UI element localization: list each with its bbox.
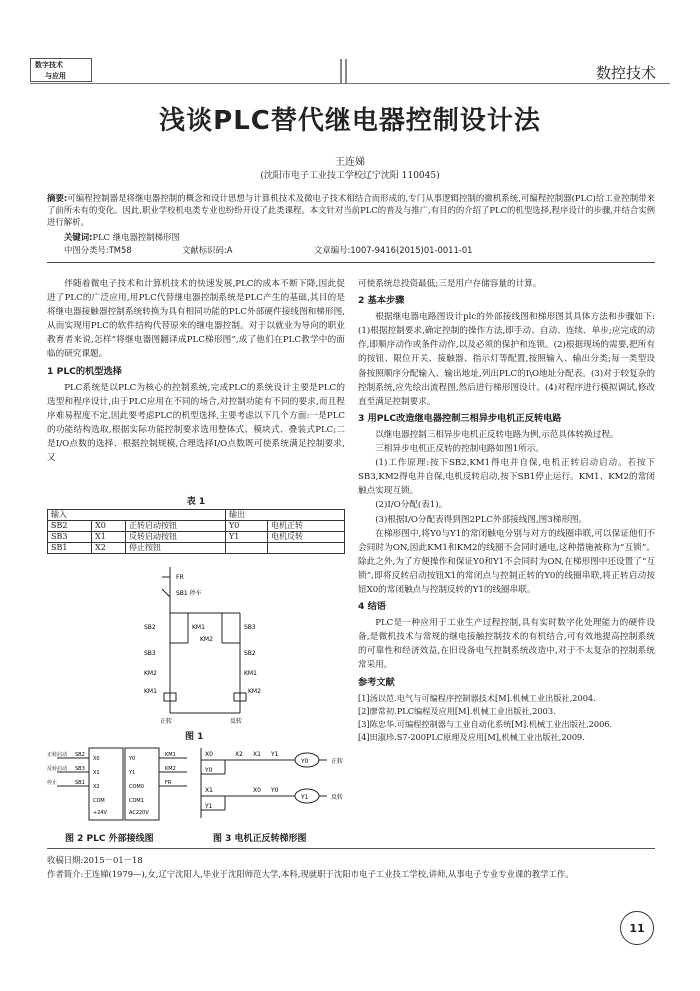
fig1-label: KM1 <box>192 624 205 631</box>
clc-number: 中图分类号:TM58 <box>64 245 132 255</box>
reference-item: [4]田淑珍.S7-200PLC原理及应用[M],机械工业出版社,2009. <box>358 731 585 742</box>
section-1-text: PLC系统是以PLC为核心的控制系统,完成PLC的系统设计主要是PLC的选型和程序设计,由于PLC应用在不同的场合,对控制功能有不同的要求,而且程序难易程度不定,因此要考虑PLC的机型选择,主要考虑以下几个方面:一是PLC的功能结构选取,根据实际功能控制要求选用整体式、模块式、叠装式PLC;二是I/O点数的选择、根据控制规模,合理选择I/O点数既可使系统满足控制要求,又 <box>47 382 345 464</box>
references-title: 参考文献 <box>358 676 395 688</box>
abstract <box>47 192 655 228</box>
figure-3-caption: 图 3 电机正反转梯形图 <box>213 834 307 844</box>
section-3-title: 3 用PLC改造继电器控制三相异步电机正反转电路 <box>358 412 562 424</box>
left-column <box>47 277 345 465</box>
fig2-label: 反转启动 <box>47 766 68 772</box>
reference-item: [2]廖常初.PLC编程及应用[M].机械工业出版社,2003. <box>358 705 556 716</box>
page-number: 11 <box>629 922 645 935</box>
fig1-label: KM1 <box>144 688 157 695</box>
logo-line1: 数字技术 <box>35 60 63 69</box>
fig2-label: AC220V <box>129 810 149 816</box>
table-cell: Y0 <box>226 521 268 532</box>
received-date: 收稿日期:2015－01－18 <box>47 855 143 865</box>
section-3-paragraph: (2)I/O分配(表1)。 <box>375 500 448 511</box>
figure-1-caption: 图 1 <box>185 732 204 742</box>
fig2-label: 正转启动 <box>47 752 68 758</box>
figure-3-ladder-diagram <box>195 744 355 826</box>
table-cell <box>268 543 345 554</box>
fig3-label: Y0 <box>271 787 279 794</box>
fig3-label: 正转 <box>331 758 344 765</box>
author: 王连娣 <box>335 157 365 168</box>
fig1-label: KM2 <box>144 670 157 677</box>
figure-2-caption: 图 2 PLC 外部接线图 <box>65 834 154 844</box>
section-3-intro: 以继电器控制三相异步电机正反转电路为例,示范具体转换过程。 <box>375 429 619 440</box>
reference-item: [3]陈忠华.可编程控制器与工业自动化系统[M].机械工业出版社,2006. <box>358 718 613 729</box>
fig2-label: FR <box>165 780 172 786</box>
abstract-label: 摘要: <box>47 193 68 203</box>
fig2-label: COM1 <box>129 798 144 804</box>
bio-text: 王连娣(1979—),女,辽宁沈阳人,毕业于沈阳师范大学,本科,现就职于沈阳市电子工业技工学校,讲师,从事电子专业专业课的教学工作。 <box>83 869 574 879</box>
fig2-label: Y1 <box>129 770 136 776</box>
fig1-label: SB2 <box>244 650 256 657</box>
fig2-label: +24V <box>93 810 107 816</box>
author-bio <box>47 868 655 881</box>
fig3-label: Y0 <box>301 758 309 765</box>
fig3-label: Y1 <box>205 803 213 810</box>
fig2-label: X2 <box>93 784 100 790</box>
table-1-caption: 表 1 <box>186 497 206 507</box>
fig2-label: COM <box>93 798 105 804</box>
fig3-label: Y0 <box>205 767 213 774</box>
table-cell: 反转启动按钮 <box>126 532 226 543</box>
fig1-label: KM2 <box>248 688 261 695</box>
table-cell: SB1 <box>48 543 92 554</box>
fig2-label: X1 <box>93 770 100 776</box>
keywords-label: 关键词: <box>64 232 93 242</box>
meta-rule <box>47 262 655 263</box>
abstract-text: 可编程控制器是将继电器控制的概念和设计思想与计算机技术及微电子技术相结合而形成的,专门从事逻辑控制的微机系统,可编程控制器(PLC)给工业控制带来了前所未有的变化。因此,职业学校机电类专业也纷纷开设了此类课程。本文针对当前PLC的普及与推广,有目的的介绍了PLC的机型选择,程序设计的步骤,并结合实例进行解析。 <box>47 193 655 227</box>
table-cell: X2 <box>92 543 126 554</box>
section-3-paragraph: 三相异步电机正反转的控制电路如图1所示。 <box>375 444 544 455</box>
section-2-title: 2 基本步骤 <box>358 295 405 307</box>
fig2-label: Y0 <box>129 756 136 762</box>
fig3-label: 反转 <box>331 794 344 801</box>
table-cell: 正转启动按钮 <box>126 521 226 532</box>
doc-code: 文献标识码:A <box>182 245 233 255</box>
section-3-paragraph: 在梯形图中,将Y0与Y1的常闭触电分别与对方的线圈串联,可以保证他们不会同时为ON,因此KM1和KM2的线圈不会同时通电,这种措施被称为“互锁”。除此之外,为了方便操作和保证Y0和Y1不会同时为ON,在梯形图中还设置了“互锁”,即将反转启动按钮X1的常闭点与控制正转的Y0的线圈串联,将正转启动按钮X0的常闭触点与控制反转的Y1的线圈串联。 <box>358 528 655 595</box>
affiliation: (沈阳市电子工业技工学校辽宁沈阳 110045) <box>260 171 440 181</box>
section-4-text: PLC是一种应用于工业生产过程控制,具有实时数字化处理能力的硬件设备,是微机技术与常规的继电接触控制技术的有机结合,可有效地提高控制系统的可靠性和经济效益,在旧设备电气控制系统改造中,对于不太复杂的控制系统常采用。 <box>358 618 655 671</box>
fig3-label: Y1 <box>301 794 309 801</box>
table-row <box>48 521 345 532</box>
table-cell: 电机正转 <box>268 521 345 532</box>
table-cell: SB3 <box>48 532 92 543</box>
page-number-badge <box>620 911 654 945</box>
fig2-label: X0 <box>93 756 100 762</box>
figure-2-plc-wiring <box>47 744 195 826</box>
fig1-label: SB3 <box>144 650 156 657</box>
journal-logo <box>30 58 92 82</box>
table-head-input: 输入 <box>48 510 226 521</box>
fig1-label: SB2 <box>144 624 156 631</box>
fig2-label: SB1 <box>75 780 85 786</box>
fig3-label: X1 <box>205 787 213 794</box>
footer-rule <box>47 848 655 849</box>
section-title: 数控技术 <box>595 64 656 82</box>
reference-item: [1]汤以范.电气与可编程序控制器技术[M].机械工业出版社,2004. <box>358 692 596 703</box>
fig1-label: KM1 <box>244 670 257 677</box>
fig3-label: Y1 <box>271 751 279 758</box>
fig3-label: X2 <box>235 751 243 758</box>
fig2-label: KM1 <box>165 752 176 758</box>
table-row <box>48 532 345 543</box>
intro-paragraph: 伴随着微电子技术和计算机技术的快速发展,PLC的成本不断下降,因此促进了PLC的广泛应用,用PLC代替继电器控制系统是PLC产生的基础,其目的是将继电器接触器控制系统转换为具有相同功能的PLC外部硬件接线图和梯形图,从而实现用PLC的软件结构代替原来的继电器控制。对于以就业为导向的职业教育者来说,怎样“将继电器图翻译成PLC梯形图”,成了他们在PLC教学中的面临的研究课题。 <box>47 279 345 360</box>
table-cell: Y1 <box>226 532 268 543</box>
table-row <box>48 543 345 554</box>
section-4-title: 4 结语 <box>358 601 386 613</box>
paper-title: 浅谈PLC替代继电器控制设计法 <box>159 106 541 136</box>
fig2-label: SB2 <box>75 752 85 758</box>
section-2-text: 根据继电器电路图设计plc的外部接线图和梯形图其具体方法和步骤如下:(1)根据控制要求,确定控制的操作方法,即手动、自动、连续、单步;应完成的动作,即顺序动作或条件动作,以及必须的保护和连锁。(2)根据现场的需要,把所有的按钮、限位开关、接触器、指示灯等配置,按照输入、输出分类;每一类型设备按照顺序分配输入、输出地址,列出PLC的I\O地址分配表。(3)对于较复杂的控制系统,应先绘出流程图,然后进行梯形图设计。(4)对程序进行模拟调试,修改直至满足控制要求。 <box>358 312 655 407</box>
article-number: 文章编号:1007-9416(2015)01-0011-01 <box>314 245 473 255</box>
table-header-row <box>48 510 345 521</box>
bio-label: 作者简介: <box>47 869 84 879</box>
fig1-label: SB3 <box>244 624 256 631</box>
fig1-label: 正转 <box>160 718 173 725</box>
fig1-label: SB1 停车 <box>176 590 202 597</box>
header-rule <box>30 83 670 84</box>
section-1-title: 1 PLC的机型选择 <box>47 365 122 377</box>
table-cell: X0 <box>92 521 126 532</box>
section-3-paragraph: (1)工作原理:按下SB2,KM1得电并自保,电机正转启动启动。若按下SB3,KM2得电并自保,电机反转启动,按下SB1停止运行。KM1、KM2的常闭触点实现互锁。 <box>358 458 655 497</box>
fig1-label: FR <box>176 574 184 581</box>
logo-line2: 与应用 <box>45 71 66 80</box>
table-cell: 停止按钮 <box>126 543 226 554</box>
table-head-output: 输出 <box>226 510 345 521</box>
figure-1-relay-circuit <box>140 563 280 725</box>
table-cell <box>226 543 268 554</box>
table-cell: X1 <box>92 532 126 543</box>
io-table <box>47 509 345 554</box>
keywords <box>64 231 180 243</box>
fig3-label: X0 <box>253 787 261 794</box>
table-cell: 电机反转 <box>268 532 345 543</box>
fig1-label: 反转 <box>230 718 243 725</box>
fig3-label: X0 <box>205 751 213 758</box>
fig2-label: 停止 <box>47 780 58 786</box>
fig3-label: X1 <box>253 751 261 758</box>
section-3-paragraph: (3)根据I/O分配表得到图2PLC外部接线图,图3梯形图。 <box>375 514 588 525</box>
right-column <box>358 277 655 744</box>
fig2-label: COM0 <box>129 784 144 790</box>
fig2-label: SB3 <box>75 766 85 772</box>
fig1-label: KM2 <box>200 636 213 643</box>
keywords-text: PLC 继电器控制梯形图 <box>92 232 180 242</box>
continuation-text: 可使系统总投资最低;三是用户存储容量的计算。 <box>358 279 542 289</box>
fig2-label: KM2 <box>165 766 176 772</box>
table-cell: SB2 <box>48 521 92 532</box>
